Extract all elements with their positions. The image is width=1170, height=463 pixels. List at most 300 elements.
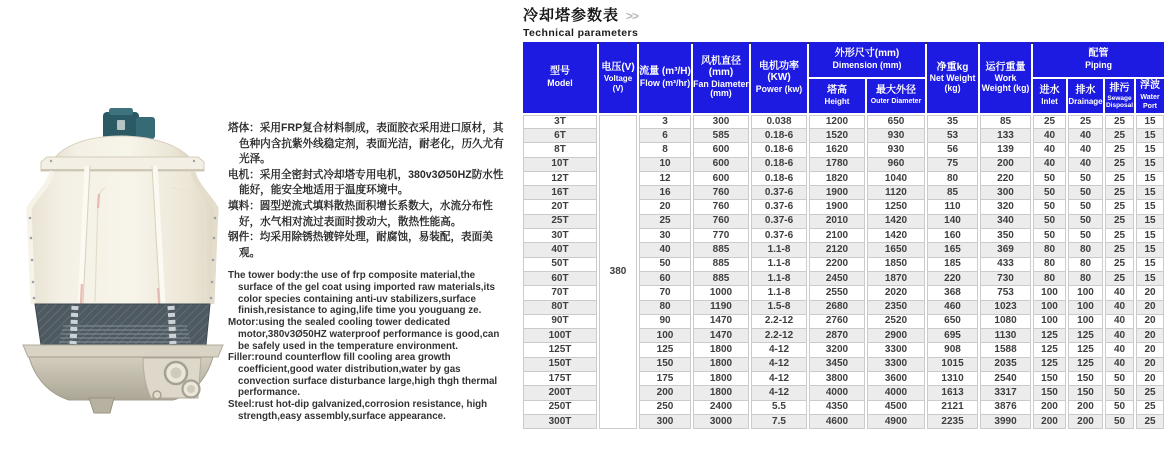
value-cell: 4-12	[751, 358, 807, 372]
value-cell: 80	[1068, 243, 1103, 257]
value-cell: 1820	[809, 172, 865, 186]
title-arrows-icon: >>	[626, 9, 639, 23]
value-cell: 80	[927, 172, 978, 186]
value-cell: 20	[1136, 315, 1164, 329]
value-cell: 885	[693, 258, 749, 272]
model-cell: 20T	[523, 200, 597, 214]
value-cell: 1900	[809, 200, 865, 214]
model-cell: 3T	[523, 115, 597, 129]
desc-item-tower-zh: 塔体：采用FRP复合材料制成，表面胶衣采用进口原材，其色种内含抗紫外线稳定剂，表面光洁，耐老化，历久尤有光泽。	[228, 122, 504, 166]
cooling-tower-photo	[5, 58, 235, 460]
value-cell: 350	[980, 229, 1031, 243]
value-cell: 1040	[867, 172, 925, 186]
value-cell: 50	[1105, 415, 1134, 429]
value-cell: 585	[693, 129, 749, 143]
value-cell: 12	[639, 172, 691, 186]
value-cell: 25	[639, 215, 691, 229]
value-cell: 4500	[867, 401, 925, 415]
value-cell: 1870	[867, 272, 925, 286]
value-cell: 40	[1105, 329, 1134, 343]
value-cell: 960	[867, 158, 925, 172]
value-cell: 340	[980, 215, 1031, 229]
value-cell: 25	[1105, 172, 1134, 186]
value-cell: 100	[1033, 315, 1066, 329]
value-cell: 0.37-6	[751, 229, 807, 243]
value-cell: 1420	[867, 229, 925, 243]
value-cell: 125	[639, 343, 691, 357]
value-cell: 3600	[867, 372, 925, 386]
model-cell: 300T	[523, 415, 597, 429]
value-cell: 40	[1068, 129, 1103, 143]
value-cell: 200	[1068, 401, 1103, 415]
value-cell: 2540	[980, 372, 1031, 386]
value-cell: 100	[639, 329, 691, 343]
value-cell: 40	[639, 243, 691, 257]
value-cell: 2550	[809, 286, 865, 300]
tower-basin	[23, 345, 223, 413]
value-cell: 1800	[693, 358, 749, 372]
value-cell: 1588	[980, 343, 1031, 357]
value-cell: 300	[639, 415, 691, 429]
value-cell: 2200	[809, 258, 865, 272]
value-cell: 56	[927, 143, 978, 157]
value-cell: 220	[980, 172, 1031, 186]
desc-item-motor-zh: 电机：采用全密封式冷却塔专用电机，380v3Ø50HZ防水性能好，能安全地适用于温度环境中。	[228, 168, 504, 197]
value-cell: 7.5	[751, 415, 807, 429]
value-cell: 25	[1105, 215, 1134, 229]
model-cell: 40T	[523, 243, 597, 257]
value-cell: 0.18-6	[751, 172, 807, 186]
value-cell: 3200	[809, 343, 865, 357]
col-header-flow: 流量 (m³/H) Flow (m³/hr)	[639, 42, 691, 115]
value-cell: 4000	[867, 386, 925, 400]
value-cell: 125	[1033, 329, 1066, 343]
value-cell: 930	[867, 129, 925, 143]
value-cell: 730	[980, 272, 1031, 286]
value-cell: 1470	[693, 329, 749, 343]
value-cell: 150	[639, 358, 691, 372]
col-header-model: 型号 Model	[523, 42, 597, 115]
value-cell: 35	[927, 115, 978, 129]
model-cell: 25T	[523, 215, 597, 229]
value-cell: 220	[927, 272, 978, 286]
value-cell: 15	[1136, 243, 1164, 257]
model-cell: 70T	[523, 286, 597, 300]
value-cell: 2020	[867, 286, 925, 300]
col-header-outer-diameter: 最大外径 Outer Diameter	[867, 79, 925, 115]
value-cell: 200	[1033, 415, 1066, 429]
desc-item-filler-en: Filler:round counterflow fill cooling area growth coefficient,good water distribution,water by gas convection surface disturbance large,high thgh thermal performance.	[228, 352, 498, 399]
model-cell: 50T	[523, 258, 597, 272]
value-cell: 1190	[693, 301, 749, 315]
value-cell: 25	[1105, 115, 1134, 129]
value-cell: 1780	[809, 158, 865, 172]
value-cell: 908	[927, 343, 978, 357]
value-cell: 200	[639, 386, 691, 400]
value-cell: 2760	[809, 315, 865, 329]
tower-body	[27, 160, 218, 304]
col-header-inlet: 进水 Inlet	[1033, 79, 1066, 115]
value-cell: 25	[1105, 258, 1134, 272]
value-cell: 3450	[809, 358, 865, 372]
voltage-value-cell: 380	[599, 115, 637, 430]
col-header-height: 塔高 Height	[809, 79, 865, 115]
value-cell: 200	[1068, 415, 1103, 429]
value-cell: 6	[639, 129, 691, 143]
value-cell: 185	[927, 258, 978, 272]
value-cell: 20	[1136, 301, 1164, 315]
value-cell: 50	[1105, 401, 1134, 415]
value-cell: 20	[1136, 358, 1164, 372]
value-cell: 3	[639, 115, 691, 129]
value-cell: 15	[1136, 272, 1164, 286]
col-header-piping: 配管 Piping	[1033, 42, 1164, 79]
value-cell: 20	[639, 200, 691, 214]
value-cell: 50	[1033, 229, 1066, 243]
value-cell: 1015	[927, 358, 978, 372]
desc-item-motor-en: Motor:using the sealed cooling tower dedicated motor,380v3Ø50HZ waterproof performance is good,can be safely used in the temperature environment.	[228, 317, 500, 352]
value-cell: 25	[1105, 186, 1134, 200]
value-cell: 760	[693, 215, 749, 229]
value-cell: 15	[1136, 229, 1164, 243]
value-cell: 3300	[867, 358, 925, 372]
value-cell: 2100	[809, 229, 865, 243]
product-description	[228, 121, 504, 422]
value-cell: 15	[1136, 158, 1164, 172]
value-cell: 25	[1105, 229, 1134, 243]
value-cell: 80	[639, 301, 691, 315]
value-cell: 20	[1136, 343, 1164, 357]
value-cell: 100	[1033, 286, 1066, 300]
value-cell: 650	[927, 315, 978, 329]
col-header-sewage: 排污 Sewage Disposal	[1105, 79, 1134, 115]
value-cell: 25	[1136, 386, 1164, 400]
table-row	[523, 115, 1164, 129]
value-cell: 300	[980, 186, 1031, 200]
value-cell: 125	[1068, 343, 1103, 357]
value-cell: 1310	[927, 372, 978, 386]
value-cell: 2400	[693, 401, 749, 415]
value-cell: 650	[867, 115, 925, 129]
value-cell: 133	[980, 129, 1031, 143]
value-cell: 1200	[809, 115, 865, 129]
value-cell: 3876	[980, 401, 1031, 415]
desc-item-steel-en: Steel:rust hot-dip galvanized,corrosion resistance, high strength,easy assembly,surface appearance.	[228, 399, 488, 422]
value-cell: 753	[980, 286, 1031, 300]
value-cell: 4350	[809, 401, 865, 415]
model-cell: 175T	[523, 372, 597, 386]
value-cell: 20	[1136, 329, 1164, 343]
value-cell: 200	[980, 158, 1031, 172]
value-cell: 25	[1136, 401, 1164, 415]
value-cell: 1080	[980, 315, 1031, 329]
value-cell: 50	[1033, 215, 1066, 229]
value-cell: 1.5-8	[751, 301, 807, 315]
value-cell: 150	[1033, 386, 1066, 400]
desc-item-steel-zh: 钢件：均采用除锈热镀锌处理，耐腐蚀，易装配，表面美观。	[228, 231, 493, 259]
value-cell: 20	[1136, 286, 1164, 300]
value-cell: 885	[693, 272, 749, 286]
value-cell: 1620	[809, 143, 865, 157]
value-cell: 1023	[980, 301, 1031, 315]
value-cell: 4000	[809, 386, 865, 400]
model-cell: 60T	[523, 272, 597, 286]
model-cell: 16T	[523, 186, 597, 200]
value-cell: 0.18-6	[751, 143, 807, 157]
basin-foot	[89, 398, 114, 413]
desc-item-filler-zh: 填料：圆型逆流式填料散热面积增长系数大，水流分布性好，水气相对流过表面时拨动大，散热性能高。	[228, 199, 493, 228]
value-cell: 50	[1033, 200, 1066, 214]
col-header-work-weight: 运行重量 Work Weight (kg)	[980, 42, 1031, 115]
value-cell: 175	[639, 372, 691, 386]
value-cell: 250	[639, 401, 691, 415]
value-cell: 1650	[867, 243, 925, 257]
value-cell: 125	[1033, 358, 1066, 372]
description-zh	[228, 121, 504, 261]
section-header	[523, 4, 1164, 44]
value-cell: 100	[1033, 301, 1066, 315]
value-cell: 2520	[867, 315, 925, 329]
value-cell: 1613	[927, 386, 978, 400]
value-cell: 0.37-6	[751, 215, 807, 229]
model-cell: 150T	[523, 358, 597, 372]
value-cell: 100	[1068, 286, 1103, 300]
value-cell: 760	[693, 200, 749, 214]
value-cell: 25	[1105, 129, 1134, 143]
value-cell: 1250	[867, 200, 925, 214]
value-cell: 40	[1033, 158, 1066, 172]
value-cell: 1470	[693, 315, 749, 329]
value-cell: 40	[1105, 315, 1134, 329]
value-cell: 0.18-6	[751, 158, 807, 172]
value-cell: 70	[639, 286, 691, 300]
value-cell: 1.1-8	[751, 272, 807, 286]
value-cell: 2870	[809, 329, 865, 343]
desc-item-tower-en: The tower body:the use of frp composite material,the surface of the gel coat using imported raw materials,its color species containing anti-uv stabilizers,surface finish,resistance to aging,life time you youguang ze.	[228, 270, 495, 317]
model-cell: 125T	[523, 343, 597, 357]
value-cell: 100	[1068, 301, 1103, 315]
value-cell: 40	[1105, 286, 1134, 300]
value-cell: 16	[639, 186, 691, 200]
section-title: 冷却塔参数表	[523, 7, 620, 24]
value-cell: 40	[1105, 301, 1134, 315]
value-cell: 3317	[980, 386, 1031, 400]
value-cell: 25	[1105, 272, 1134, 286]
value-cell: 368	[927, 286, 978, 300]
value-cell: 100	[1068, 315, 1103, 329]
value-cell: 320	[980, 200, 1031, 214]
value-cell: 1.1-8	[751, 286, 807, 300]
value-cell: 15	[1136, 186, 1164, 200]
value-cell: 85	[980, 115, 1031, 129]
value-cell: 60	[639, 272, 691, 286]
value-cell: 3800	[809, 372, 865, 386]
value-cell: 125	[1068, 358, 1103, 372]
value-cell: 50	[1068, 186, 1103, 200]
value-cell: 1800	[693, 372, 749, 386]
value-cell: 1900	[809, 186, 865, 200]
col-header-dimension: 外形尺寸(mm) Dimension (mm)	[809, 42, 925, 79]
value-cell: 4600	[809, 415, 865, 429]
value-cell: 433	[980, 258, 1031, 272]
value-cell: 600	[693, 172, 749, 186]
value-cell: 1.1-8	[751, 258, 807, 272]
value-cell: 25	[1105, 158, 1134, 172]
model-cell: 12T	[523, 172, 597, 186]
value-cell: 930	[867, 143, 925, 157]
col-header-drainage: 排水 Drainage	[1068, 79, 1103, 115]
model-cell: 10T	[523, 158, 597, 172]
model-cell: 90T	[523, 315, 597, 329]
value-cell: 3990	[980, 415, 1031, 429]
value-cell: 15	[1136, 115, 1164, 129]
value-cell: 125	[1068, 329, 1103, 343]
value-cell: 25	[1136, 415, 1164, 429]
value-cell: 80	[1068, 272, 1103, 286]
value-cell: 0.37-6	[751, 200, 807, 214]
model-cell: 30T	[523, 229, 597, 243]
value-cell: 150	[1068, 386, 1103, 400]
value-cell: 15	[1136, 172, 1164, 186]
value-cell: 90	[639, 315, 691, 329]
cooling-tower-image	[5, 58, 235, 460]
model-cell: 250T	[523, 401, 597, 415]
value-cell: 50	[1068, 229, 1103, 243]
value-cell: 110	[927, 200, 978, 214]
value-cell: 25	[1105, 200, 1134, 214]
value-cell: 8	[639, 143, 691, 157]
value-cell: 53	[927, 129, 978, 143]
value-cell: 2350	[867, 301, 925, 315]
value-cell: 3000	[693, 415, 749, 429]
value-cell: 80	[1068, 258, 1103, 272]
value-cell: 15	[1136, 143, 1164, 157]
value-cell: 80	[1033, 258, 1066, 272]
value-cell: 2010	[809, 215, 865, 229]
value-cell: 15	[1136, 258, 1164, 272]
value-cell: 150	[1033, 372, 1066, 386]
value-cell: 369	[980, 243, 1031, 257]
value-cell: 25	[1033, 115, 1066, 129]
value-cell: 885	[693, 243, 749, 257]
value-cell: 50	[1068, 200, 1103, 214]
value-cell: 75	[927, 158, 978, 172]
description-en	[228, 270, 504, 422]
value-cell: 10	[639, 158, 691, 172]
value-cell: 25	[1105, 143, 1134, 157]
value-cell: 30	[639, 229, 691, 243]
value-cell: 3300	[867, 343, 925, 357]
spec-table	[521, 42, 1166, 429]
value-cell: 300	[693, 115, 749, 129]
drain-nub	[153, 391, 161, 399]
value-cell: 200	[1033, 401, 1066, 415]
value-cell: 0.18-6	[751, 129, 807, 143]
value-cell: 80	[1033, 272, 1066, 286]
value-cell: 160	[927, 229, 978, 243]
spec-table-wrap	[521, 42, 1166, 429]
value-cell: 0.37-6	[751, 186, 807, 200]
value-cell: 85	[927, 186, 978, 200]
value-cell: 15	[1136, 200, 1164, 214]
value-cell: 50	[1033, 172, 1066, 186]
value-cell: 4-12	[751, 386, 807, 400]
value-cell: 1120	[867, 186, 925, 200]
value-cell: 695	[927, 329, 978, 343]
value-cell: 50	[1105, 372, 1134, 386]
value-cell: 40	[1068, 143, 1103, 157]
value-cell: 4-12	[751, 343, 807, 357]
value-cell: 2680	[809, 301, 865, 315]
model-cell: 8T	[523, 143, 597, 157]
value-cell: 2121	[927, 401, 978, 415]
value-cell: 2.2-12	[751, 315, 807, 329]
value-cell: 125	[1033, 343, 1066, 357]
value-cell: 2035	[980, 358, 1031, 372]
col-header-net-weight: 净重kg Net Weight (kg)	[927, 42, 978, 115]
model-cell: 100T	[523, 329, 597, 343]
model-cell: 200T	[523, 386, 597, 400]
value-cell: 150	[1068, 372, 1103, 386]
value-cell: 770	[693, 229, 749, 243]
value-cell: 80	[1033, 243, 1066, 257]
value-cell: 2235	[927, 415, 978, 429]
value-cell: 1130	[980, 329, 1031, 343]
col-header-voltage: 电压(V) Voltage (V)	[599, 42, 637, 115]
tower-mesh-band	[35, 304, 210, 345]
value-cell: 4-12	[751, 372, 807, 386]
value-cell: 760	[693, 186, 749, 200]
value-cell: 25	[1068, 115, 1103, 129]
value-cell: 0.038	[751, 115, 807, 129]
value-cell: 2450	[809, 272, 865, 286]
value-cell: 140	[927, 215, 978, 229]
value-cell: 2.2-12	[751, 329, 807, 343]
value-cell: 15	[1136, 215, 1164, 229]
section-subtitle: Technical parameters	[523, 27, 639, 39]
value-cell: 40	[1033, 129, 1066, 143]
tower-dome	[41, 136, 204, 171]
value-cell: 40	[1033, 143, 1066, 157]
value-cell: 15	[1136, 129, 1164, 143]
value-cell: 50	[1105, 386, 1134, 400]
value-cell: 25	[1105, 243, 1134, 257]
value-cell: 40	[1105, 358, 1134, 372]
value-cell: 460	[927, 301, 978, 315]
value-cell: 139	[980, 143, 1031, 157]
spec-table-body	[523, 115, 1164, 430]
value-cell: 600	[693, 143, 749, 157]
value-cell: 1850	[867, 258, 925, 272]
value-cell: 40	[1068, 158, 1103, 172]
value-cell: 1800	[693, 343, 749, 357]
value-cell: 40	[1105, 343, 1134, 357]
value-cell: 5.5	[751, 401, 807, 415]
value-cell: 1000	[693, 286, 749, 300]
model-cell: 6T	[523, 129, 597, 143]
value-cell: 1.1-8	[751, 243, 807, 257]
col-header-fan-diameter: 风机直径 (mm) Fan Diameter (mm)	[693, 42, 749, 115]
value-cell: 50	[1033, 186, 1066, 200]
value-cell: 50	[639, 258, 691, 272]
model-cell: 80T	[523, 301, 597, 315]
value-cell: 600	[693, 158, 749, 172]
col-header-power: 电机功率 (KW) Power (kw)	[751, 42, 807, 115]
value-cell: 20	[1136, 372, 1164, 386]
col-header-water-port: 浮波 Water Port	[1136, 79, 1164, 115]
value-cell: 1800	[693, 386, 749, 400]
value-cell: 4900	[867, 415, 925, 429]
